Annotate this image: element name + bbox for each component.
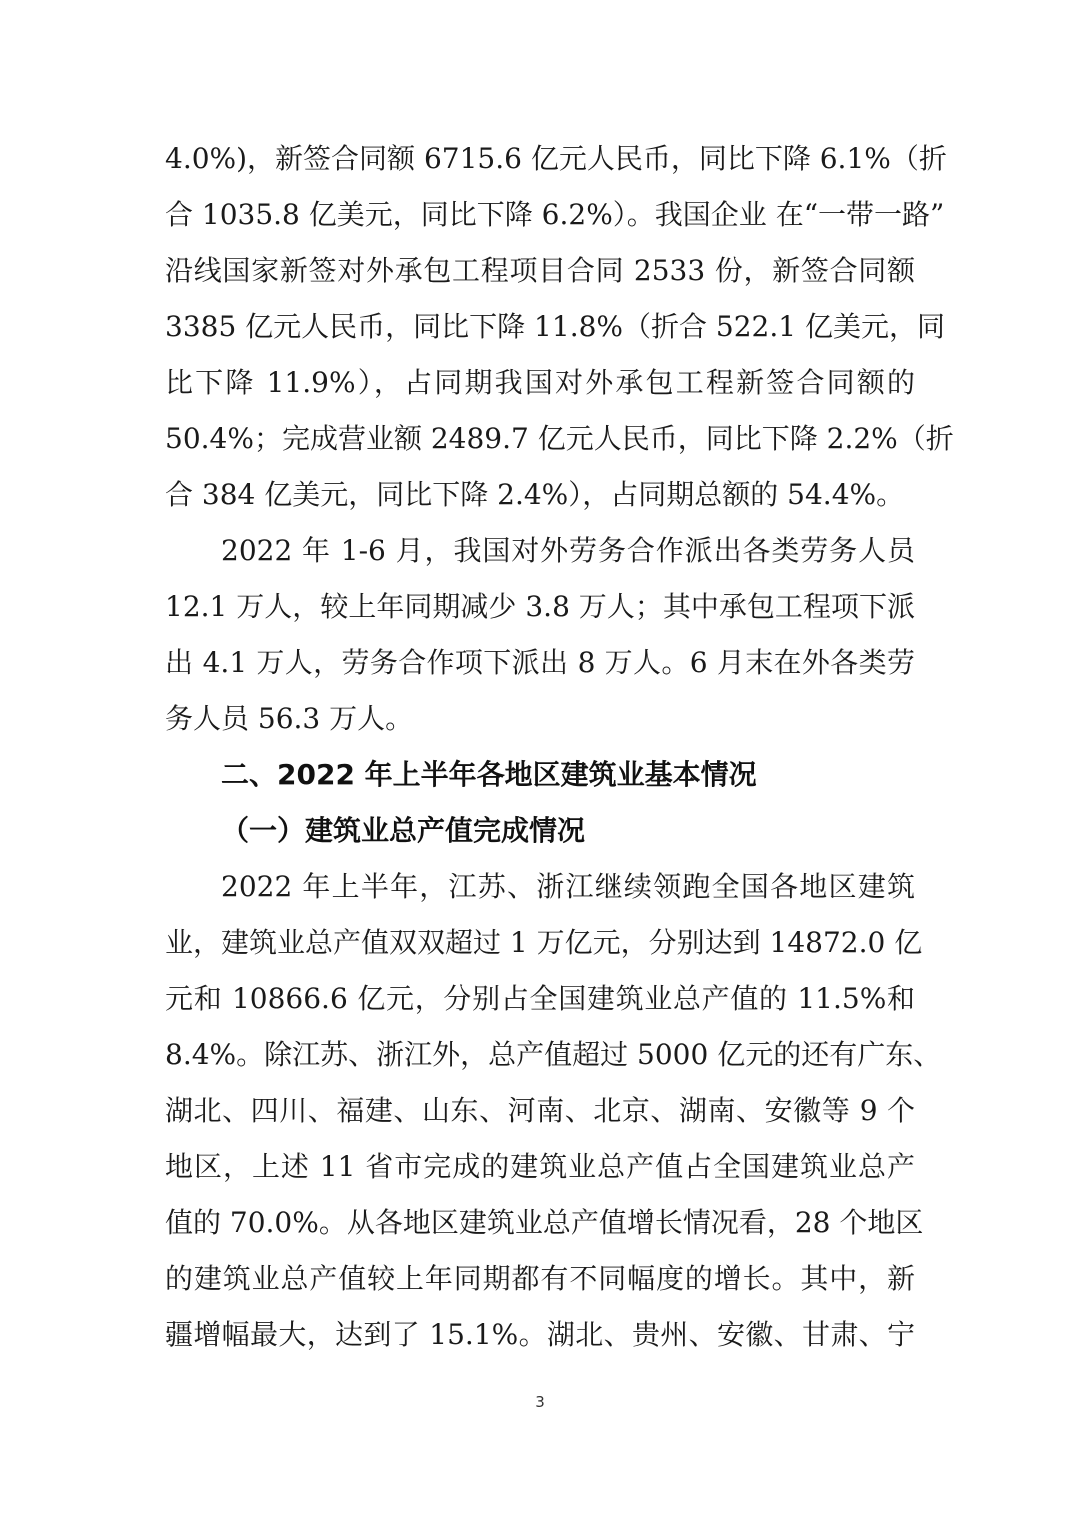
page-number: 3 <box>535 1393 545 1411</box>
paragraph-line: 合 384 亿美元，同比下降 2.4%），占同期总额的 54.4%。 <box>165 478 905 511</box>
paragraph-line: 50.4%；完成营业额 2489.7 亿元人民币，同比下降 2.2%（折 <box>165 422 954 455</box>
paragraph-line: 2022 年上半年，江苏、浙江继续领跑全国各地区建筑 <box>221 870 915 903</box>
paragraph-line: 疆增幅最大，达到了 15.1%。湖北、贵州、安徽、甘肃、宁 <box>165 1318 915 1351</box>
paragraph-line: 4.0%)，新签合同额 6715.6 亿元人民币，同比下降 6.1%（折 <box>165 142 947 175</box>
paragraph-line: 业，建筑业总产值双双超过 1 万亿元，分别达到 14872.0 亿 <box>165 926 923 959</box>
paragraph-line: 值的 70.0%。从各地区建筑业总产值增长情况看，28 个地区 <box>165 1206 924 1239</box>
paragraph-line: 3385 亿元人民币，同比下降 11.8%（折合 522.1 亿美元，同 <box>165 310 945 343</box>
paragraph-line: 出 4.1 万人，劳务合作项下派出 8 万人。6 月末在外各类劳 <box>165 646 915 679</box>
paragraph-line: 合 1035.8 亿美元，同比下降 6.2%）。我国企业 在“一带一路” <box>165 198 945 231</box>
paragraph-line: 地区，上述 11 省市完成的建筑业总产值占全国建筑业总产 <box>165 1150 915 1183</box>
paragraph-line: 湖北、四川、福建、山东、河南、北京、湖南、安徽等 9 个 <box>165 1094 915 1127</box>
section-heading: 二、2022 年上半年各地区建筑业基本情况 <box>221 758 757 791</box>
paragraph-line: 2022 年 1-6 月，我国对外劳务合作派出各类劳务人员 <box>221 534 915 567</box>
paragraph-line: 12.1 万人，较上年同期减少 3.8 万人；其中承包工程项下派 <box>165 590 915 623</box>
subsection-heading: （一）建筑业总产值完成情况 <box>221 814 586 847</box>
paragraph-line: 沿线国家新签对外承包工程项目合同 2533 份，新签合同额 <box>165 254 915 287</box>
paragraph-line: 务人员 56.3 万人。 <box>165 702 414 735</box>
paragraph-line: 元和 10866.6 亿元，分别占全国建筑业总产值的 11.5%和 <box>165 982 915 1015</box>
paragraph-line: 的建筑业总产值较上年同期都有不同幅度的增长。其中，新 <box>165 1262 915 1295</box>
paragraph-line: 8.4%。除江苏、浙江外，总产值超过 5000 亿元的还有广东、 <box>165 1038 942 1071</box>
paragraph-line: 比下降 11.9%），占同期我国对外承包工程新签合同额的 <box>165 366 915 399</box>
